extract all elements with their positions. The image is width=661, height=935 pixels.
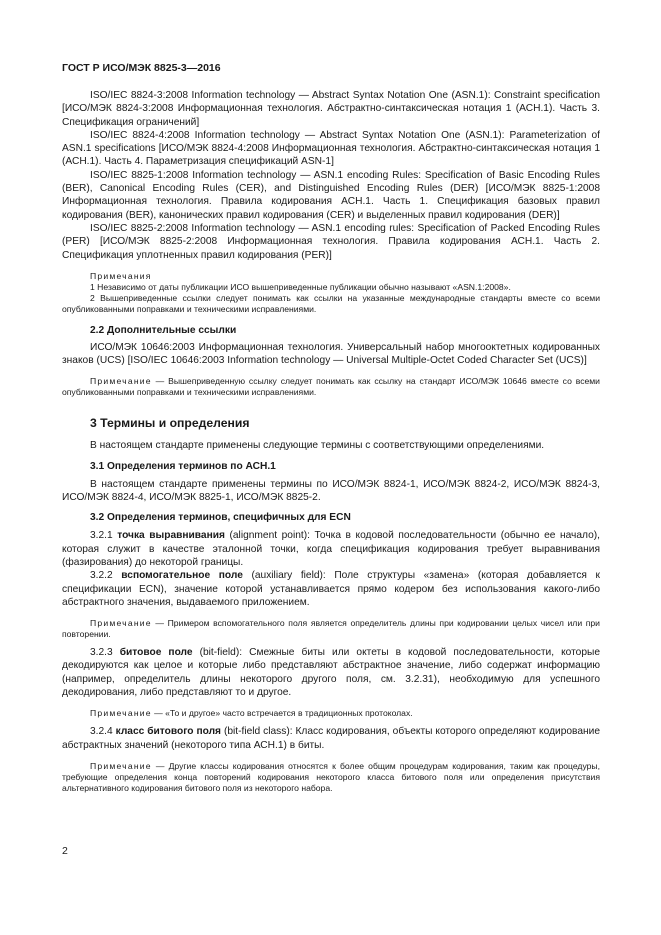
term-definition: (bit-field): Смежные биты или октеты в кодовой последовательности, которые декодируются как целое и которые либо представляют абстрактное значение, либо содержат информацию (например, определитель длины некоторого другого поля, см. 3.2.31), необходимую для успешного декодирования, либо представляют то и другое. xyxy=(62,647,600,699)
reference-item: ISO/IEC 8824-4:2008 Information technology — Abstract Syntax Notation One (ASN.1): Parameterization of ASN.1 specifications [ИСО/МЭК 8824-4:2008 Информационная технология. Абстрактно-синтаксическая нотация 1 (АСН.1). Часть 4. Параметризация спецификаций ASN-1] xyxy=(62,129,600,168)
note-text: — Вышеприведенную ссылку следует понимать как ссылку на стандарт ИСО/МЭК 10646 вместе со всеми опубликованными поправками и техническими исправлениями. xyxy=(62,376,600,398)
term-name: вспомогательное поле xyxy=(121,570,243,582)
term-3-2-4-note xyxy=(62,761,600,794)
reference-item: ISO/IEC 8825-1:2008 Information technology — ASN.1 encoding Rules: Specification of Basic Encoding Rules (BER), Canonical Encoding Rules (CER), and Distinguished Encoding Rules (DER) [ИСО/МЭК 8825-1:2008 Информационная технология. Правила кодирования АСН.1. Часть 1. Спецификация базовых правил кодирования (BER), канонических правил кодирования (CER) и выделенных правил кодирования (DER)] xyxy=(62,169,600,221)
term-number: 3.2.3 xyxy=(90,647,120,659)
section-3-intro: В настоящем стандарте применены следующие термины с соответствующими определениями. xyxy=(90,440,545,452)
term-3-2-3 xyxy=(62,646,600,699)
term-3-2-2 xyxy=(62,569,600,609)
note-text: — Примером вспомогательного поля является определитель длины при кодировании целых чисел или при повторении. xyxy=(62,618,600,640)
term-name: битовое поле xyxy=(119,647,193,659)
term-number: 3.2.2 xyxy=(90,570,122,582)
note-text: — Другие классы кодирования относятся к более общим процедурам кодирования, таким как процедуры, требующие определения конца повторений кодирования некоторого класса битового поля или определения присутствия альтернативного кодирования битового поля из некоторого набора. xyxy=(62,760,600,793)
page-content xyxy=(62,89,600,794)
term-3-2-4 xyxy=(62,725,600,752)
term-number: 3.2.1 xyxy=(90,530,118,542)
reference-item: ISO/IEC 8824-3:2008 Information technology — Abstract Syntax Notation One (ASN.1): Constraint specification [ИСО/МЭК 8824-3:2008 Информационная технология. Абстрактно-синтаксическая нотация 1 (АСН.1). Часть 3. Спецификация ограничений] xyxy=(62,90,600,128)
notes-heading: Примечания xyxy=(90,270,152,281)
section-heading-3: 3 Термины и определения xyxy=(90,416,250,431)
reference-item: ISO/IEC 8825-2:2008 Information technology — ASN.1 encoding rules: Specification of Packed Encoding Rules (PER) [ИСО/МЭК 8825-2:2008 Информационная технология. Правила кодирования АСН.1. Часть 2. Спецификация уплотненных правил кодирования (PER)] xyxy=(62,222,600,261)
note-label: Примечание xyxy=(90,618,152,629)
term-3-2-1 xyxy=(62,529,600,569)
note-label: Примечание xyxy=(90,376,152,387)
section-3-1-text: В настоящем стандарте применены термины по ИСО/МЭК 8824-1, ИСО/МЭК 8824-2, ИСО/МЭК 8824-3, ИСО/МЭК 8824-4, ИСО/МЭК 8825-1, ИСО/МЭК 8825-2. xyxy=(62,478,600,504)
term-definition: (bit-field class): Класс кодирования, объекты которого определяют кодирование абстрактных значений (некоторого типа АСН.1) в биты. xyxy=(62,726,600,751)
section-2-2-text: ИСО/МЭК 10646:2003 Информационная технология. Универсальный набор многооктетных кодированных знаков (UCS) [ISO/IEC 10646:2003 Information technology — Universal Multiple-Octet Coded Character Set (UCS)] xyxy=(62,341,600,367)
note-label: Примечание xyxy=(90,708,152,719)
term-definition: (auxiliary field): Поле структуры «замена» (которая добавляется к спецификации ECN), значение которой устанавливается прямо кодером без использования какого-либо абстрактного значения, выдаваемого приложением. xyxy=(62,570,600,608)
note-item: 1 Независимо от даты публикации ИСО вышеприведенные публикации обычно называют «ASN.1:2008». xyxy=(90,281,511,292)
section-heading-2-2: 2.2 Дополнительные ссылки xyxy=(90,324,237,336)
term-3-2-2-note xyxy=(62,618,600,640)
page-header: ГОСТ Р ИСО/МЭК 8825-3—2016 xyxy=(62,62,221,74)
term-name: точка выравнивания xyxy=(117,530,225,542)
section-heading-3-1: 3.1 Определения терминов по АСН.1 xyxy=(90,460,276,472)
page-number: 2 xyxy=(62,845,68,857)
term-definition: (alignment point): Точка в кодовой последовательности (обычно ее начало), которая служит в качестве эталонной точки, когда спецификация кодирования требует выравнивания (фазирования) до некоторой границы. xyxy=(62,530,600,568)
section-heading-3-2: 3.2 Определения терминов, специфичных для ECN xyxy=(90,512,351,524)
term-name: класс битового поля xyxy=(115,726,222,738)
section-2-2-note xyxy=(62,376,600,398)
note-label: Примечание xyxy=(90,760,152,771)
note-text: — «То и другое» часто встречается в традиционных протоколах. xyxy=(151,708,413,719)
term-3-2-3-note xyxy=(62,708,600,719)
term-number: 3.2.4 xyxy=(90,726,116,738)
note-item: 2 Вышеприведенные ссылки следует понимать как ссылки на указанные международные стандарты вместе со всеми опубликованными поправками и техническими исправлениями. xyxy=(62,292,600,314)
